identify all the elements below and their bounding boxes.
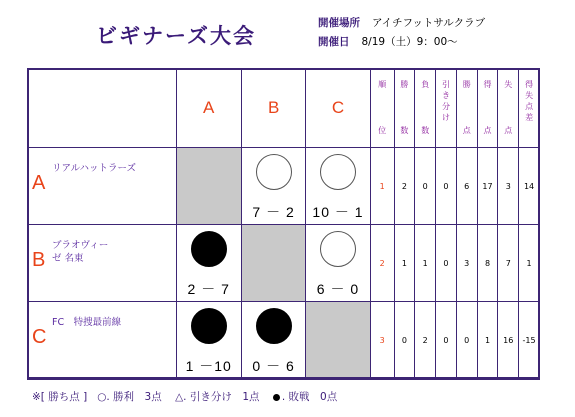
header-goal-diff: 得 失 点 差	[519, 69, 540, 148]
header-draws: 引 き 分 け	[436, 69, 457, 148]
goals-for-value: 17	[477, 148, 498, 225]
goals-against-value: 16	[498, 302, 519, 380]
header-goals-against: 失 点	[498, 69, 519, 148]
col-header-a: A	[176, 69, 241, 148]
rank-value: 3	[370, 302, 394, 380]
losses-value: 1	[415, 225, 436, 302]
match-score: 2 － 7	[187, 281, 230, 297]
rank-value: 2	[370, 225, 394, 302]
wins-value: 2	[394, 148, 415, 225]
date-value: 8/19（土）9：00～	[361, 36, 458, 48]
match-score: 7 － 2	[252, 204, 295, 220]
legend-prefix: ※[ 勝ち点 ]	[32, 391, 88, 403]
legend-win: ○. 勝利 3点	[97, 391, 162, 403]
team-name: ブラオヴィーゼ 名東	[52, 240, 109, 264]
col-header-b: B	[241, 69, 305, 148]
venue-label: 開催場所	[318, 17, 360, 29]
date-line	[318, 35, 458, 49]
wins-value: 0	[394, 302, 415, 380]
goal-diff-value: -15	[519, 302, 540, 380]
table-outer-border	[27, 68, 540, 379]
legend-loss: . 敗戦 0点	[281, 391, 338, 403]
losses-value: 0	[415, 148, 436, 225]
points-legend	[32, 389, 337, 404]
team-name: FC 特捜最前線	[52, 317, 122, 328]
points-value: 3	[456, 225, 477, 302]
rank-value: 1	[370, 148, 394, 225]
team-letter: C	[32, 326, 47, 348]
match-score: 6 － 0	[316, 281, 360, 297]
points-value: 6	[456, 148, 477, 225]
team-name: リアルハットラーズ	[52, 163, 136, 174]
goal-diff-value: 14	[519, 148, 540, 225]
points-value: 0	[456, 302, 477, 380]
header-rank: 順 位	[370, 69, 394, 148]
header-losses: 負 数	[415, 69, 436, 148]
goals-against-value: 3	[498, 148, 519, 225]
col-header-c: C	[306, 69, 370, 148]
match-score: 10 － 1	[312, 204, 364, 220]
wins-value: 1	[394, 225, 415, 302]
losses-value: 2	[415, 302, 436, 380]
goals-for-value: 1	[477, 302, 498, 380]
header-points: 勝 点	[456, 69, 477, 148]
date-label: 開催日	[318, 36, 350, 48]
draws-value: 0	[436, 302, 457, 380]
venue-value: アイチフットサルクラブ	[372, 17, 486, 29]
match-score: 0 － 6	[252, 358, 295, 374]
header-goals-for: 得 点	[477, 69, 498, 148]
team-letter: B	[32, 249, 46, 271]
team-letter: A	[32, 172, 46, 194]
goal-diff-value: 1	[519, 225, 540, 302]
venue-line	[318, 16, 485, 30]
match-score: 1 －10	[185, 358, 232, 374]
goals-for-value: 8	[477, 225, 498, 302]
page-title: ビギナーズ大会	[96, 24, 256, 48]
draws-value: 0	[436, 148, 457, 225]
draws-value: 0	[436, 225, 457, 302]
header-wins: 勝 数	[394, 69, 415, 148]
goals-against-value: 7	[498, 225, 519, 302]
loss-dot-icon	[273, 394, 280, 401]
legend-draw: △. 引き分け 1点	[175, 391, 260, 403]
